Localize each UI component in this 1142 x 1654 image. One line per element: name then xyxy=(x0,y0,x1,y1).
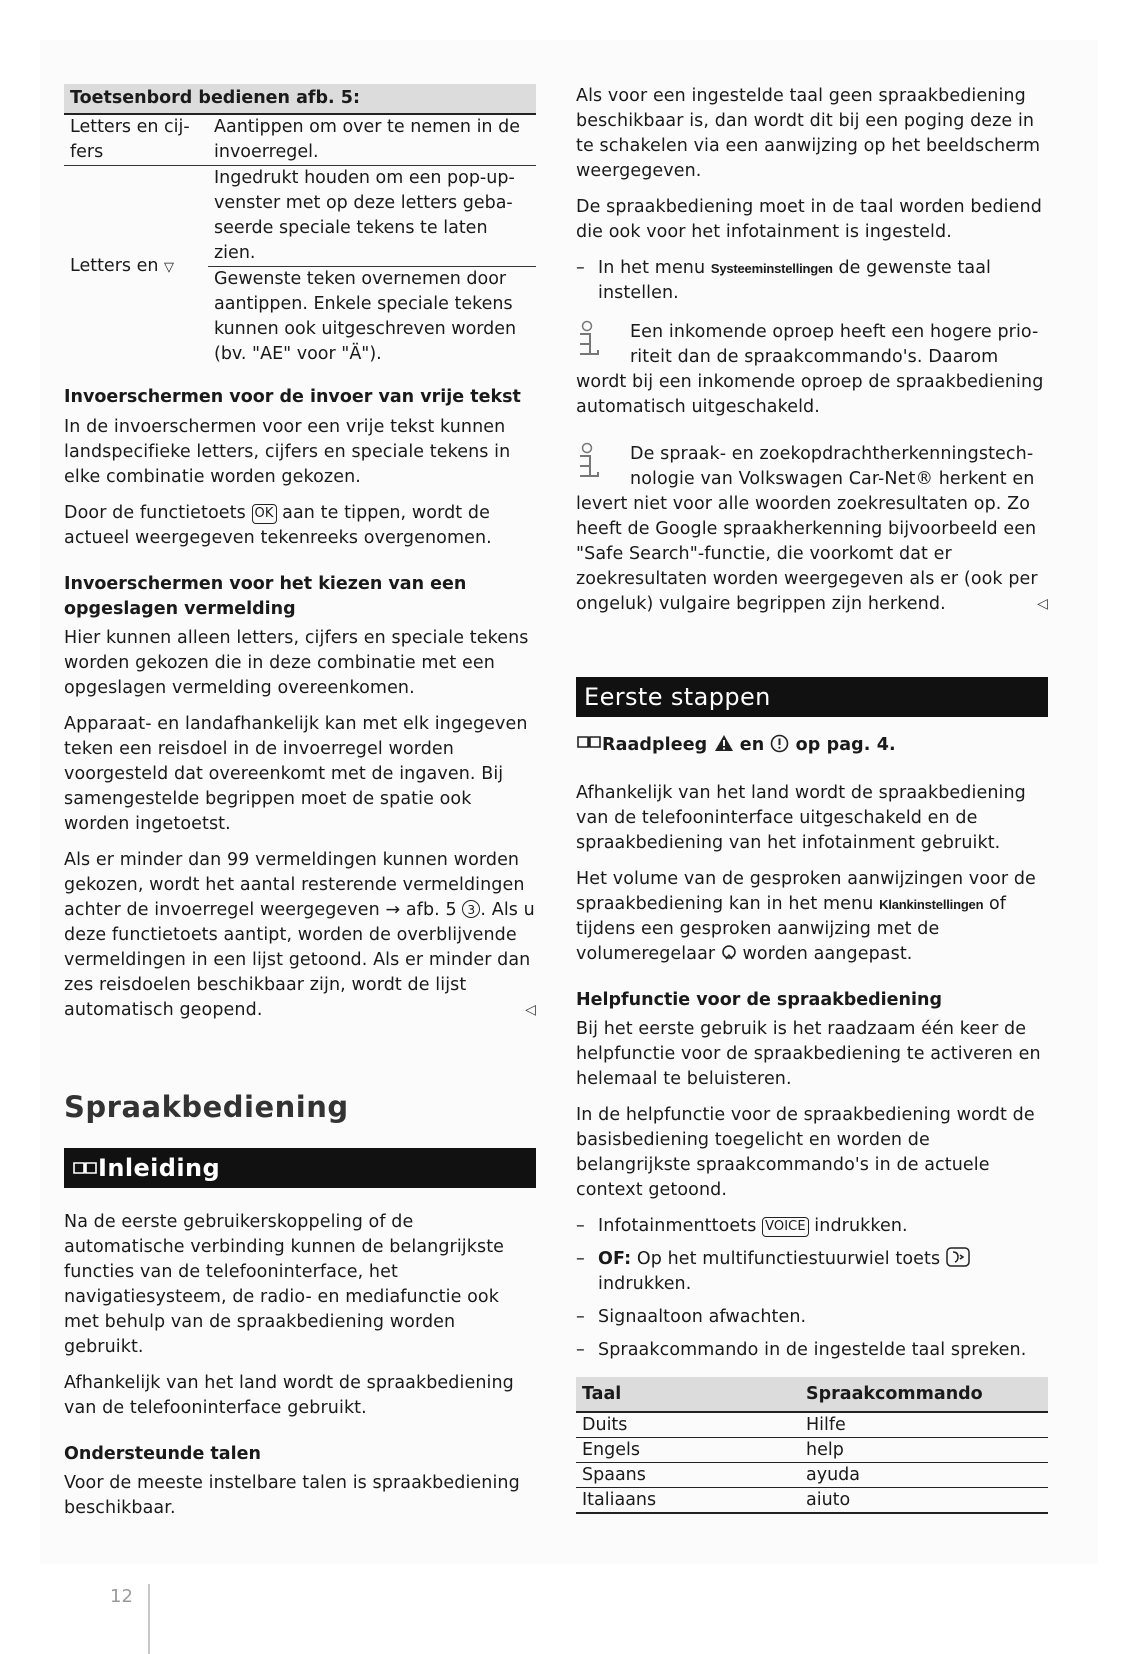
right-column xyxy=(576,84,1048,1514)
languages-paragraph: Voor de meeste instelbare talen is spraakbediening beschikbaar. xyxy=(64,1473,520,1518)
keyboard-table-header: Toetsenbord bedienen afb. 5: xyxy=(64,84,536,114)
table-row xyxy=(64,166,536,267)
stored-paragraph-3: Als er minder dan 99 vermeldingen kunnen worden gekozen, wordt het aantal resterende vermeldingen achter de invoerregel weergegeven → afb. 5 3 . Als u deze functietoets aantipt, worden de overblijvende vermeldingen in een lijst getoond. Als er minder dan zes reisdoelen beschikbaar zijn, wordt de lijst automatisch geopend. ◁ xyxy=(64,848,536,1023)
left-column xyxy=(64,84,536,1532)
info-note-incoming-call: Een inkomende oproep heeft een hogere prio- riteit dan de spraakcommando's. Daarom wordt bij een inkomende oproep de spraakbediening automatisch uitgeschakeld. xyxy=(576,322,1044,417)
stored-paragraph-2: Apparaat- en landafhankelijk kan met elk ingegeven teken een reisdoel in de invoerregel worden voorgesteld dat overeenkomt met de ingaven. Bij samengestelde begrippen moet de spatie ook worden ingetoetst. xyxy=(64,714,528,834)
step-wait-tone: – Signaaltoon afwachten. xyxy=(576,1307,807,1327)
info-icon xyxy=(576,320,604,362)
free-text-heading: Invoerschermen voor de invoer van vrije tekst xyxy=(64,387,521,407)
free-text-paragraph: In de invoerschermen voor een vrije tekst kunnen landspecifieke letters, cijfers en speciale tekens in elke combinatie worden gekozen. xyxy=(64,417,511,487)
menu-name-klankinstellingen: Klankinstellingen xyxy=(879,897,984,912)
same-language-paragraph: De spraakbediening moet in de taal worden bediend die ook voor het infotainment is ingesteld. xyxy=(576,197,1042,242)
voice-button-icon xyxy=(946,1247,970,1267)
first-steps-paragraph-1: Afhankelijk van het land wordt de spraakbediening van de telefooninterface uitgeschakeld en de spraakbediening van het infotainment gebruikt. xyxy=(576,783,1026,853)
step-voice-key: – Infotainmenttoets VOICE indrukken. xyxy=(576,1216,908,1236)
stored-entry-heading: Invoerschermen voor het kiezen van een opgeslagen vermelding xyxy=(64,574,467,619)
unavailable-language-paragraph: Als voor een ingestelde taal geen spraakbediening beschikbaar is, dan wordt dit bij een poging deze in te schakelen via een aanwijzing op het beeldscherm weergegeven. xyxy=(576,86,1041,181)
section-bar-inleiding: Inleiding xyxy=(64,1148,536,1188)
table-cell-key: Letters en ▽ xyxy=(70,255,175,276)
help-paragraph-2: In de helpfunctie voor de spraakbediening wordt de basisbediening toegelicht en worden de belangrijkste spraakcommando's in de actuele context getoond. xyxy=(576,1105,1035,1200)
book-icon xyxy=(576,735,602,749)
table-cell-desc: Ingedrukt houden om een pop-up- venster met op deze letters geba- seerde speciale tekens te laten zien. xyxy=(208,166,536,267)
table-row xyxy=(64,114,536,166)
warning-triangle-icon xyxy=(714,734,734,752)
intro-paragraph-2: Afhankelijk van het land wordt de spraakbediening van de telefooninterface gebruikt. xyxy=(64,1373,514,1418)
column-header-spraakcommando: Spraakcommando xyxy=(800,1377,1048,1412)
page-number-divider xyxy=(148,1584,150,1654)
volume-paragraph: Het volume van de gesproken aanwijzingen voor de spraakbediening kan in het menu Klankinstellingen of tijdens een gesproken aanwijzing met de volumeregelaar worden aangepast. xyxy=(576,869,1036,964)
page-number: 12 xyxy=(110,1586,133,1607)
end-of-section-icon: ◁ xyxy=(525,1002,536,1018)
table-cell-key: Letters en cij- fers xyxy=(64,114,208,166)
table-row: Spaans ayuda xyxy=(576,1463,1048,1488)
menu-name-systeeminstellingen: Systeeminstellingen xyxy=(710,261,833,276)
table-row: Duits Hilfe xyxy=(576,1412,1048,1438)
chapter-title: Spraakbediening xyxy=(64,1090,349,1124)
keyboard-table xyxy=(64,84,536,367)
stored-paragraph-1: Hier kunnen alleen letters, cijfers en speciale tekens worden gekozen die in deze combinatie met een opgeslagen vermelding overeenkomen. xyxy=(64,628,529,698)
section-bar-eerste-stappen: Eerste stappen xyxy=(576,677,1048,717)
info-note-car-net: De spraak- en zoekopdrachtherkenningstech- nologie van Volkswagen Car-Net® herkent en levert niet voor alle woorden zoekresultaten op. Zo heeft de Google spraakherkenning bijvoorbeeld een "Safe Search"-functie, die voorkomt dat er zoekresultaten worden weergegeven als er (ook per ongeluk) vulgaire begrippen zijn herkend. ◁ xyxy=(576,442,1048,617)
column-header-taal: Taal xyxy=(576,1377,800,1412)
triangle-down-icon: ▽ xyxy=(164,259,175,275)
step-set-language: – In het menu Systeeminstellingen de gewenste taal instellen. xyxy=(576,258,992,303)
voice-key-icon: VOICE xyxy=(762,1217,809,1237)
table-cell-desc: Aantippen om over te nemen in de invoerregel. xyxy=(208,114,536,166)
volume-knob-icon xyxy=(721,945,737,961)
table-row: Engels help xyxy=(576,1438,1048,1463)
step-steering-wheel: – OF: Op het multifunctiestuurwiel toets indrukken. xyxy=(576,1247,1048,1297)
table-cell-desc: Gewenste teken overnemen door aantippen. Enkele speciale tekens kunnen ook uitgeschreven worden (bv. "AE" voor "Ä"). xyxy=(214,269,517,364)
languages-heading: Ondersteunde talen xyxy=(64,1444,261,1464)
free-text-ok-paragraph: Door de functietoets OK aan te tippen, wordt de actueel weergegeven tekenreeks overgenomen. xyxy=(64,503,492,548)
callout-3-icon: 3 xyxy=(462,900,480,918)
caution-circle-icon xyxy=(770,734,789,753)
book-icon xyxy=(72,1161,98,1175)
voice-command-table xyxy=(576,1377,1048,1514)
info-icon xyxy=(576,442,604,484)
intro-paragraph-1: Na de eerste gebruikerskoppeling of de automatische verbinding kunnen de belangrijkste functies van de telefooninterface, het navigatiesysteem, de radio- en mediafunctie ook met behulp van de spraakbediening worden gebruikt. xyxy=(64,1212,505,1357)
end-of-section-icon: ◁ xyxy=(1037,596,1048,612)
ok-key-icon: OK xyxy=(252,504,277,524)
help-paragraph-1: Bij het eerste gebruik is het raadzaam één keer de helpfunctie voor de spraakbediening te activeren en helemaal te beluisteren. xyxy=(576,1019,1041,1089)
step-speak-command: – Spraakcommando in de ingestelde taal spreken. xyxy=(576,1340,1027,1360)
table-row: Italiaans aiuto xyxy=(576,1488,1048,1514)
help-heading: Helpfunctie voor de spraakbediening xyxy=(576,990,942,1010)
cross-reference: Raadpleeg en op pag. 4. xyxy=(576,733,1048,758)
